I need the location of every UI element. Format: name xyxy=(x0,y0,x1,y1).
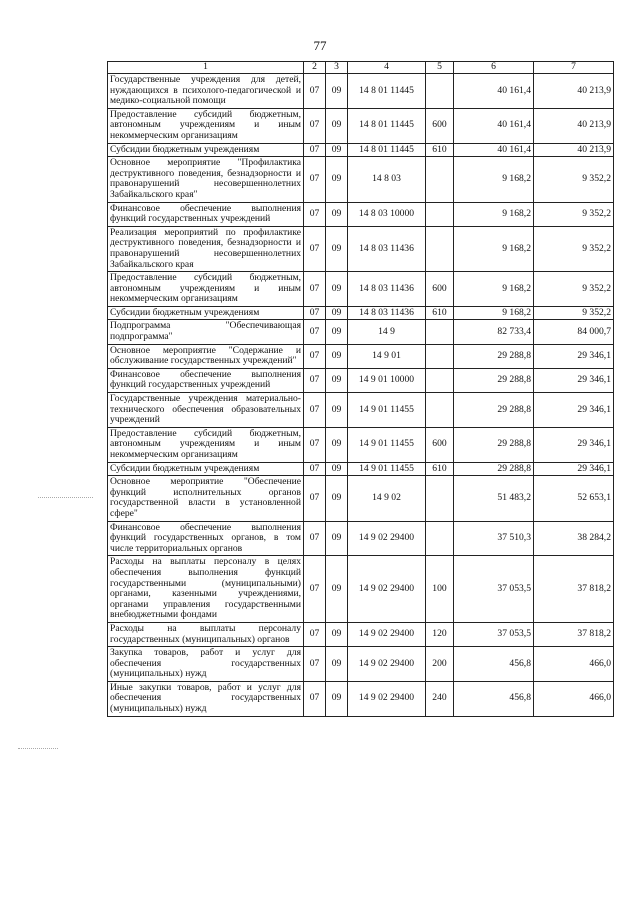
row-amount-year1: 82 733,4 xyxy=(454,320,534,344)
row-amount-year2: 52 653,1 xyxy=(534,476,614,521)
row-subsection: 09 xyxy=(326,521,348,556)
row-section: 07 xyxy=(304,393,326,428)
row-name: Реализация мероприятий по профилактике деструктивного поведения, безнадзорности и правонарушений несовершеннолетних Забайкальского края xyxy=(108,226,304,271)
row-subsection: 09 xyxy=(326,427,348,462)
row-amount-year2: 37 818,2 xyxy=(534,622,614,646)
header-col-3: 3 xyxy=(326,62,348,74)
table-row xyxy=(108,622,614,646)
row-expense-type xyxy=(426,393,454,428)
row-name: Предоставление субсидий бюджетным, автономным учреждениям и иным некоммерческим организациям xyxy=(108,108,304,143)
row-amount-year2: 9 352,2 xyxy=(534,306,614,320)
row-amount-year2: 37 818,2 xyxy=(534,556,614,623)
row-expense-type: 240 xyxy=(426,681,454,716)
table-row xyxy=(108,74,614,109)
row-target-article: 14 9 01 11455 xyxy=(348,462,426,476)
row-section: 07 xyxy=(304,622,326,646)
table-row xyxy=(108,521,614,556)
row-amount-year1: 29 288,8 xyxy=(454,427,534,462)
row-subsection: 09 xyxy=(326,320,348,344)
table-row xyxy=(108,647,614,682)
row-section: 07 xyxy=(304,681,326,716)
row-expense-type: 600 xyxy=(426,272,454,307)
row-name: Субсидии бюджетным учреждениям xyxy=(108,462,304,476)
row-subsection: 09 xyxy=(326,476,348,521)
row-section: 07 xyxy=(304,226,326,271)
row-section: 07 xyxy=(304,306,326,320)
row-target-article: 14 8 03 11436 xyxy=(348,226,426,271)
row-target-article: 14 9 01 11455 xyxy=(348,393,426,428)
row-amount-year2: 29 346,1 xyxy=(534,344,614,368)
row-target-article: 14 9 02 29400 xyxy=(348,556,426,623)
row-expense-type xyxy=(426,226,454,271)
row-amount-year2: 29 346,1 xyxy=(534,462,614,476)
page-number: 77 xyxy=(313,38,327,53)
header-row xyxy=(108,62,614,74)
row-expense-type xyxy=(426,344,454,368)
row-subsection: 09 xyxy=(326,272,348,307)
row-subsection: 09 xyxy=(326,622,348,646)
row-name: Расходы на выплаты персоналу в целях обеспечения выполнения функций государственными (муниципальными) органами, казенными учреждениями, органами управления государственными внебюджетными фондами xyxy=(108,556,304,623)
row-amount-year2: 9 352,2 xyxy=(534,226,614,271)
row-amount-year2: 40 213,9 xyxy=(534,108,614,143)
row-target-article: 14 9 01 10000 xyxy=(348,368,426,392)
margin-mark xyxy=(18,748,58,749)
table-row xyxy=(108,108,614,143)
row-subsection: 09 xyxy=(326,368,348,392)
row-name: Финансовое обеспечение выполнения функций государственных учреждений xyxy=(108,202,304,226)
row-amount-year2: 466,0 xyxy=(534,647,614,682)
row-subsection: 09 xyxy=(326,647,348,682)
header-col-6: 6 xyxy=(454,62,534,74)
row-section: 07 xyxy=(304,108,326,143)
row-subsection: 09 xyxy=(326,556,348,623)
table-row xyxy=(108,393,614,428)
row-name: Основное мероприятие "Обеспечение функций исполнительных органов государственной власти в установленной сфере" xyxy=(108,476,304,521)
row-section: 07 xyxy=(304,556,326,623)
row-amount-year1: 40 161,4 xyxy=(454,108,534,143)
row-amount-year1: 37 510,3 xyxy=(454,521,534,556)
row-amount-year1: 9 168,2 xyxy=(454,272,534,307)
row-amount-year2: 9 352,2 xyxy=(534,202,614,226)
row-expense-type: 610 xyxy=(426,462,454,476)
row-name: Предоставление субсидий бюджетным, автономным учреждениям и иным некоммерческим организациям xyxy=(108,272,304,307)
row-amount-year1: 29 288,8 xyxy=(454,462,534,476)
row-name: Основное мероприятие "Содержание и обслуживание государственных учреждений" xyxy=(108,344,304,368)
row-subsection: 09 xyxy=(326,74,348,109)
row-amount-year1: 37 053,5 xyxy=(454,622,534,646)
row-subsection: 09 xyxy=(326,202,348,226)
row-subsection: 09 xyxy=(326,226,348,271)
row-expense-type: 100 xyxy=(426,556,454,623)
row-target-article: 14 8 03 xyxy=(348,157,426,202)
row-subsection: 09 xyxy=(326,306,348,320)
row-subsection: 09 xyxy=(326,681,348,716)
row-target-article: 14 9 02 29400 xyxy=(348,647,426,682)
table-row xyxy=(108,320,614,344)
row-target-article: 14 9 xyxy=(348,320,426,344)
row-section: 07 xyxy=(304,462,326,476)
row-expense-type: 200 xyxy=(426,647,454,682)
row-section: 07 xyxy=(304,521,326,556)
row-name: Субсидии бюджетным учреждениям xyxy=(108,306,304,320)
table-row xyxy=(108,226,614,271)
row-amount-year2: 466,0 xyxy=(534,681,614,716)
row-expense-type xyxy=(426,202,454,226)
row-subsection: 09 xyxy=(326,462,348,476)
table-row xyxy=(108,344,614,368)
table-row xyxy=(108,462,614,476)
row-target-article: 14 8 03 11436 xyxy=(348,272,426,307)
row-target-article: 14 9 02 xyxy=(348,476,426,521)
row-amount-year2: 29 346,1 xyxy=(534,427,614,462)
margin-mark xyxy=(38,497,93,498)
row-amount-year1: 9 168,2 xyxy=(454,226,534,271)
table-row xyxy=(108,272,614,307)
row-target-article: 14 9 02 29400 xyxy=(348,521,426,556)
row-amount-year2: 40 213,9 xyxy=(534,143,614,157)
row-section: 07 xyxy=(304,272,326,307)
row-target-article: 14 9 02 29400 xyxy=(348,622,426,646)
row-section: 07 xyxy=(304,647,326,682)
row-amount-year1: 37 053,5 xyxy=(454,556,534,623)
row-amount-year2: 84 000,7 xyxy=(534,320,614,344)
row-amount-year2: 29 346,1 xyxy=(534,393,614,428)
row-section: 07 xyxy=(304,74,326,109)
table-row xyxy=(108,681,614,716)
row-name: Субсидии бюджетным учреждениям xyxy=(108,143,304,157)
table-row xyxy=(108,427,614,462)
row-name: Иные закупки товаров, работ и услуг для обеспечения государственных (муниципальных) нужд xyxy=(108,681,304,716)
row-amount-year1: 456,8 xyxy=(454,681,534,716)
table-row xyxy=(108,157,614,202)
row-expense-type xyxy=(426,368,454,392)
row-amount-year1: 29 288,8 xyxy=(454,393,534,428)
row-section: 07 xyxy=(304,368,326,392)
row-expense-type xyxy=(426,74,454,109)
table-row xyxy=(108,143,614,157)
row-name: Основное мероприятие "Профилактика деструктивного поведения, безнадзорности и правонарушений несовершеннолетних Забайкальского края" xyxy=(108,157,304,202)
header-col-5: 5 xyxy=(426,62,454,74)
row-amount-year2: 40 213,9 xyxy=(534,74,614,109)
table-row xyxy=(108,556,614,623)
header-col-7: 7 xyxy=(534,62,614,74)
row-subsection: 09 xyxy=(326,143,348,157)
row-target-article: 14 8 03 11436 xyxy=(348,306,426,320)
row-section: 07 xyxy=(304,143,326,157)
row-name: Подпрограмма "Обеспечивающая подпрограмма" xyxy=(108,320,304,344)
table-row xyxy=(108,306,614,320)
row-amount-year1: 29 288,8 xyxy=(454,368,534,392)
row-subsection: 09 xyxy=(326,344,348,368)
row-target-article: 14 8 01 11445 xyxy=(348,143,426,157)
row-amount-year1: 456,8 xyxy=(454,647,534,682)
row-amount-year2: 38 284,2 xyxy=(534,521,614,556)
row-subsection: 09 xyxy=(326,108,348,143)
row-target-article: 14 8 01 11445 xyxy=(348,108,426,143)
row-expense-type xyxy=(426,320,454,344)
row-section: 07 xyxy=(304,476,326,521)
row-section: 07 xyxy=(304,344,326,368)
row-expense-type xyxy=(426,157,454,202)
row-expense-type: 610 xyxy=(426,306,454,320)
row-section: 07 xyxy=(304,157,326,202)
row-expense-type: 120 xyxy=(426,622,454,646)
row-amount-year2: 29 346,1 xyxy=(534,368,614,392)
row-section: 07 xyxy=(304,427,326,462)
row-amount-year2: 9 352,2 xyxy=(534,157,614,202)
row-expense-type: 610 xyxy=(426,143,454,157)
table-body xyxy=(108,74,614,717)
row-target-article: 14 8 03 10000 xyxy=(348,202,426,226)
row-expense-type xyxy=(426,476,454,521)
row-subsection: 09 xyxy=(326,157,348,202)
table-row xyxy=(108,202,614,226)
row-target-article: 14 8 01 11445 xyxy=(348,74,426,109)
row-amount-year1: 9 168,2 xyxy=(454,157,534,202)
row-target-article: 14 9 02 29400 xyxy=(348,681,426,716)
row-amount-year1: 51 483,2 xyxy=(454,476,534,521)
header-col-1: 1 xyxy=(108,62,304,74)
row-name: Предоставление субсидий бюджетным, автономным учреждениям и иным некоммерческим организациям xyxy=(108,427,304,462)
row-expense-type xyxy=(426,521,454,556)
row-subsection: 09 xyxy=(326,393,348,428)
row-name: Финансовое обеспечение выполнения функций государственных учреждений xyxy=(108,368,304,392)
row-amount-year1: 40 161,4 xyxy=(454,143,534,157)
row-name: Расходы на выплаты персоналу государственных (муниципальных) органов xyxy=(108,622,304,646)
table-row xyxy=(108,476,614,521)
row-target-article: 14 9 01 xyxy=(348,344,426,368)
row-amount-year1: 40 161,4 xyxy=(454,74,534,109)
row-name: Закупка товаров, работ и услуг для обеспечения государственных (муниципальных) нужд xyxy=(108,647,304,682)
row-amount-year1: 9 168,2 xyxy=(454,306,534,320)
row-target-article: 14 9 01 11455 xyxy=(348,427,426,462)
row-name: Государственные учреждения для детей, нуждающихся в психолого-педагогической и медико-социальной помощи xyxy=(108,74,304,109)
budget-table xyxy=(107,61,614,717)
row-expense-type: 600 xyxy=(426,108,454,143)
row-amount-year1: 9 168,2 xyxy=(454,202,534,226)
row-section: 07 xyxy=(304,202,326,226)
row-name: Финансовое обеспечение выполнения функций государственных органов, в том числе территориальных органов xyxy=(108,521,304,556)
header-col-2: 2 xyxy=(304,62,326,74)
row-amount-year2: 9 352,2 xyxy=(534,272,614,307)
row-section: 07 xyxy=(304,320,326,344)
row-amount-year1: 29 288,8 xyxy=(454,344,534,368)
row-expense-type: 600 xyxy=(426,427,454,462)
row-name: Государственные учреждения материально-технического обеспечения образовательных учреждений xyxy=(108,393,304,428)
header-col-4: 4 xyxy=(348,62,426,74)
table-row xyxy=(108,368,614,392)
